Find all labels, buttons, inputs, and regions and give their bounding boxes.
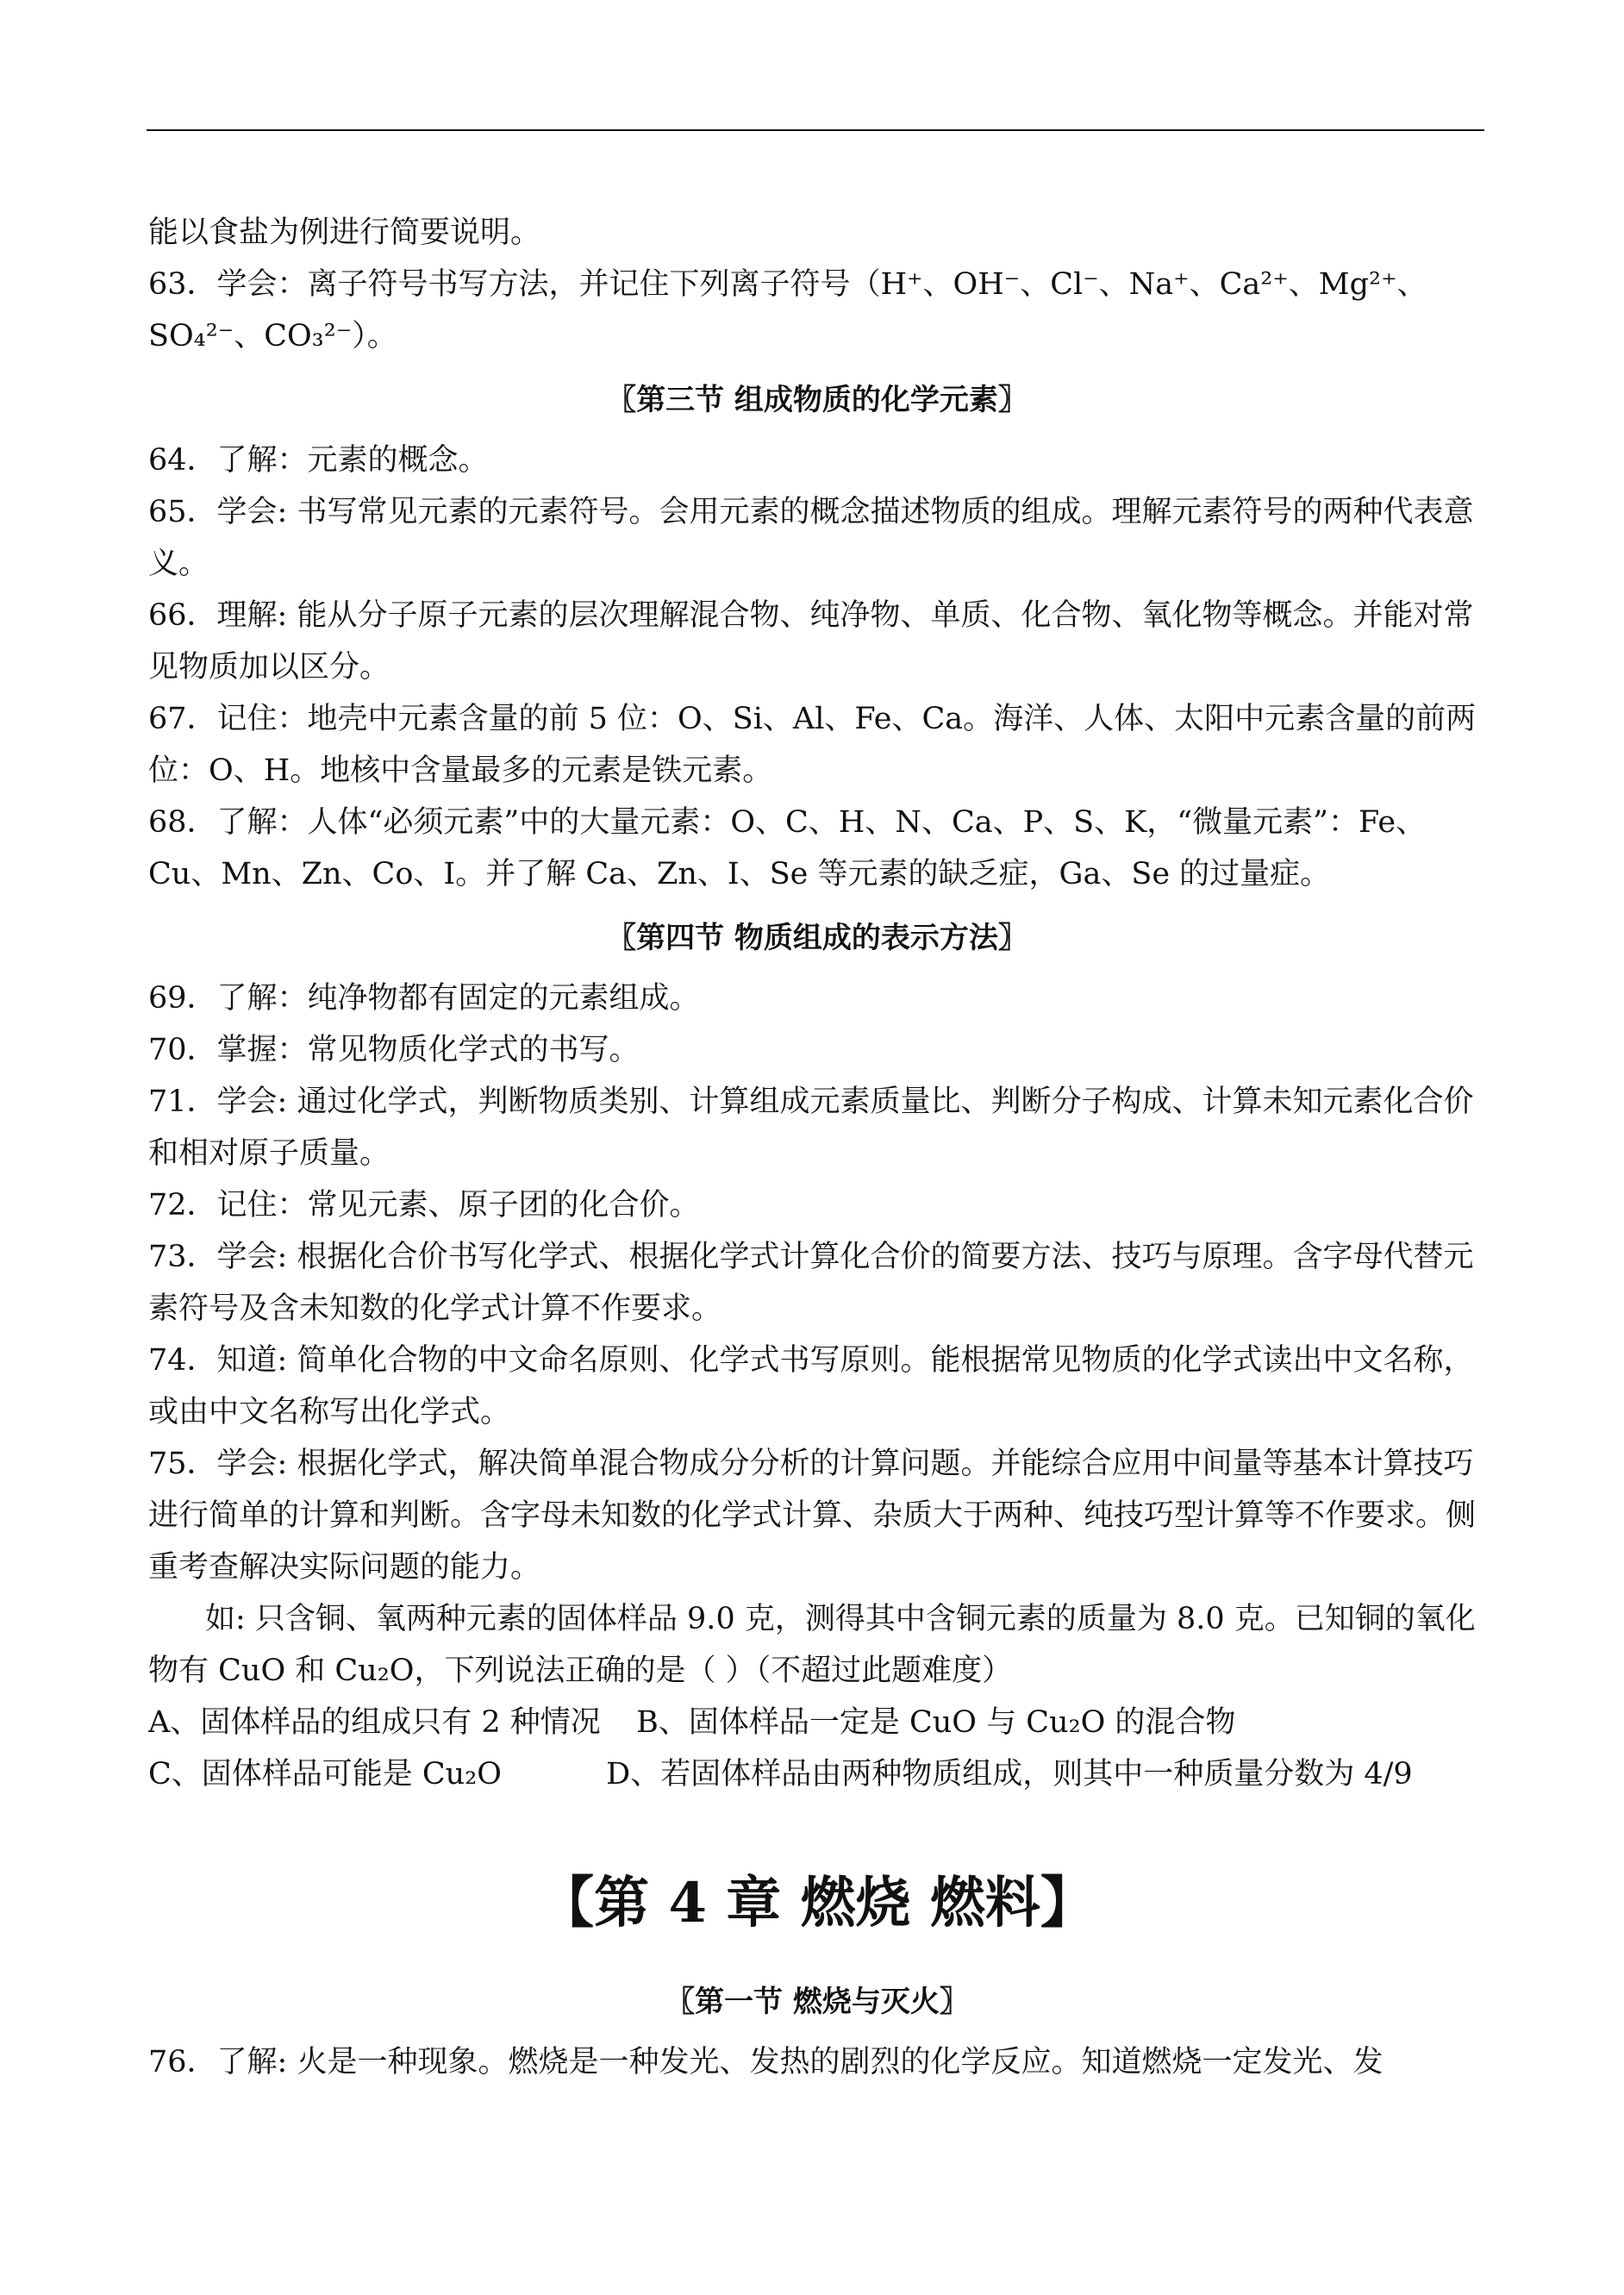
options-row-2 bbox=[148, 1748, 1486, 1800]
item-68: 68．了解：人体“必须元素”中的大量元素：O、C、H、N、Ca、P、S、K，“微量元素”：Fe、Cu、Mn、Zn、Co、I。并了解 Ca、Zn、I、Se 等元素的缺乏症，Ga、Se 的过量症。 bbox=[148, 805, 1427, 891]
option-a: A、固体样品的组成只有 2 种情况 bbox=[148, 1705, 601, 1740]
item-66: 66．理解: 能从分子原子元素的层次理解混合物、纯净物、单质、化合物、氧化物等概念。并能对常见物质加以区分。 bbox=[148, 598, 1474, 685]
section-title-4: 〖第四节 物质组成的表示方法〗 bbox=[607, 921, 1027, 955]
item-74: 74．知道: 简单化合物的中文命名原则、化学式书写原则。能根据常见物质的化学式读出中文名称，或由中文名称写出化学式。 bbox=[148, 1343, 1474, 1429]
item-63: 63．学会：离子符号书写方法，并记住下列离子符号（H⁺、OH⁻、Cl⁻、Na⁺、Ca²⁺、Mg²⁺、SO₄²⁻、CO₃²⁻）。 bbox=[148, 267, 1427, 353]
item-69: 69．了解：纯净物都有固定的元素组成。 bbox=[148, 981, 700, 1016]
chapter-title: 【第 4 章 燃烧 燃料】 bbox=[539, 1871, 1096, 1935]
item-71: 71．学会: 通过化学式，判断物质类别、计算组成元素质量比、判断分子构成、计算未知元素化合价和相对原子质量。 bbox=[148, 1085, 1474, 1171]
item-73: 73．学会: 根据化合价书写化学式、根据化学式计算化合价的简要方法、技巧与原理。含字母代替元素符号及含未知数的化学式计算不作要求。 bbox=[148, 1240, 1474, 1326]
option-d: D、若固体样品由两种物质组成，则其中一种质量分数为 4/9 bbox=[606, 1757, 1413, 1792]
item-64: 64．了解：元素的概念。 bbox=[148, 443, 489, 478]
option-c: C、固体样品可能是 Cu₂O bbox=[148, 1757, 502, 1792]
option-b: B、固体样品一定是 CuO 与 Cu₂O 的混合物 bbox=[636, 1705, 1236, 1740]
item-67: 67．记住：地壳中元素含量的前 5 位：O、Si、Al、Fe、Ca。海洋、人体、太阳中元素含量的前两位：O、H。地核中含量最多的元素是铁元素。 bbox=[148, 702, 1477, 788]
item-76: 76．了解: 火是一种现象。燃烧是一种发光、发热的剧烈的化学反应。知道燃烧一定发光、发 bbox=[148, 2045, 1384, 2079]
item-70: 70．掌握：常见物质化学式的书写。 bbox=[148, 1033, 640, 1067]
item-65: 65．学会: 书写常见元素的元素符号。会用元素的概念描述物质的组成。理解元素符号的两种代表意义。 bbox=[148, 495, 1474, 581]
paragraph-continuation: 能以食盐为例进行简要说明。 bbox=[148, 216, 541, 250]
item-75: 75．学会: 根据化学式，解决简单混合物成分分析的计算问题。并能综合应用中间量等基本计算技巧进行简单的计算和判断。含字母未知数的化学式计算、杂质大于两种、纯技巧型计算等不作要求。侧重考查解决实际问题的能力。 bbox=[148, 1447, 1477, 1585]
item-72: 72．记住：常见元素、原子团的化合价。 bbox=[148, 1188, 700, 1223]
section-title-3: 〖第三节 组成物质的化学元素〗 bbox=[607, 383, 1027, 417]
section-title-1: 〖第一节 燃烧与灭火〗 bbox=[665, 1985, 969, 2019]
document-body bbox=[148, 207, 1486, 2088]
options-row-1 bbox=[148, 1697, 1486, 1748]
header-rule bbox=[147, 129, 1484, 131]
example-question: 如: 只含铜、氧两种元素的固体样品 9.0 克，测得其中含铜元素的质量为 8.0 克。已知铜的氧化物有 CuO 和 Cu₂O，下列说法正确的是（ ）（不超过此题难度） bbox=[148, 1602, 1476, 1688]
